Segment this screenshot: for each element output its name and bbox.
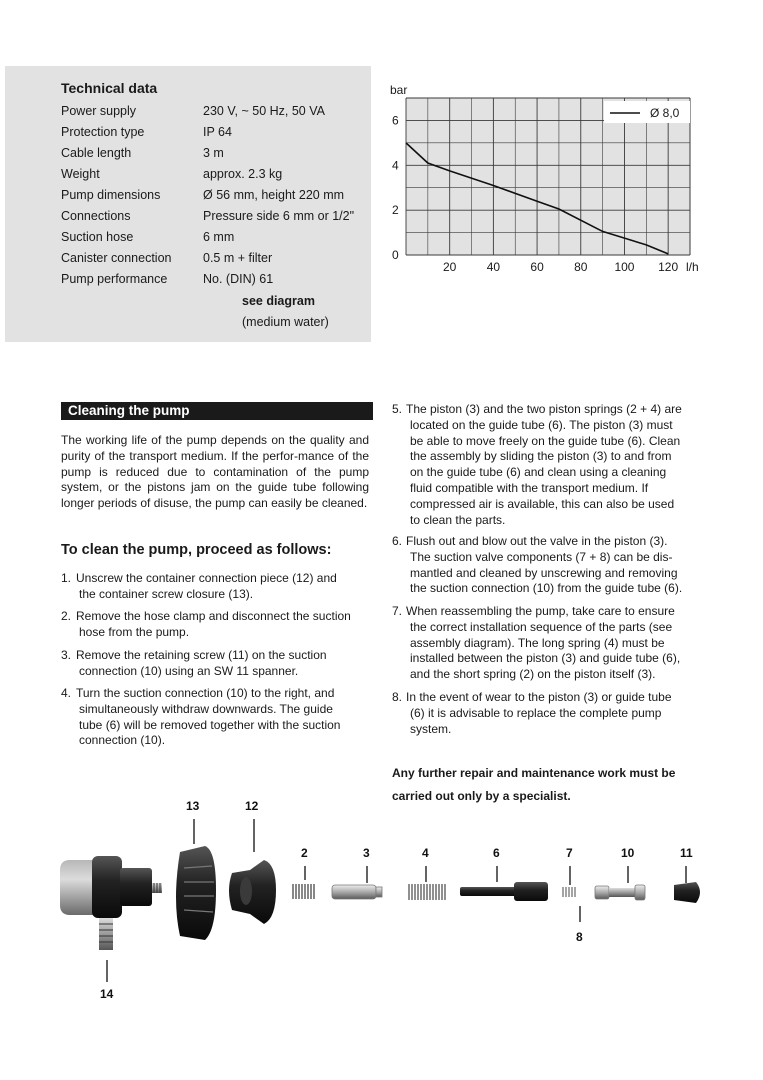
x-tick-label: 20 xyxy=(443,260,457,274)
legend-label: Ø 8,0 xyxy=(650,106,680,120)
step-line: simultaneously withdraw downwards. The guide xyxy=(79,701,333,716)
part-label-2: 2 xyxy=(301,846,308,860)
tech-value: 0.5 m + filter xyxy=(203,251,273,265)
step-line: installed between the piston (3) and guide tube (6), xyxy=(410,651,681,666)
step-line: tube (6) will be removed together with the suction xyxy=(79,717,341,732)
step-line: and the short spring (2) on the piston itself (3). xyxy=(410,667,656,682)
step-number: 1. xyxy=(61,571,72,585)
part-label-14: 14 xyxy=(100,987,114,1001)
retaining-screw-11 xyxy=(674,882,700,903)
suction-connection-10 xyxy=(595,885,645,900)
tech-value: IP 64 xyxy=(203,125,232,139)
step-text xyxy=(406,690,704,737)
step-line: located on the guide tube (6). The piston (3) must xyxy=(410,417,673,432)
tech-label: Suction hose xyxy=(61,230,134,244)
part-label-10: 10 xyxy=(621,846,635,860)
long-spring-4 xyxy=(409,884,445,900)
tech-label: Pump performance xyxy=(61,272,168,286)
technical-data-panel xyxy=(5,66,371,342)
part-label-11: 11 xyxy=(680,846,693,860)
step-number: 7. xyxy=(392,604,403,618)
step-line: the assembly by sliding the piston (3) to and from xyxy=(410,449,672,464)
tech-value: Pressure side 6 mm or 1/2" xyxy=(203,209,355,223)
step-line: be able to move freely on the guide tube (6). Clean xyxy=(410,433,681,448)
part-label-12: 12 xyxy=(245,799,259,813)
step-line: mantled and cleaned by unscrewing and removing xyxy=(410,565,678,580)
x-tick-label: 100 xyxy=(614,260,635,274)
tech-value: 3 m xyxy=(203,146,224,160)
tech-label: Pump dimensions xyxy=(61,188,161,202)
medium-water-note: (medium water) xyxy=(242,315,329,329)
step-line: The suction valve components (7 + 8) can be dis- xyxy=(410,549,673,564)
part-label-6: 6 xyxy=(493,846,500,860)
step-line: Unscrew the container connection piece (12) and xyxy=(76,571,337,585)
step-text xyxy=(76,571,373,603)
step-line: on the guide tube (6) and clean using a cleaning xyxy=(410,465,667,480)
step-text xyxy=(406,402,704,528)
step-line: In the event of wear to the piston (3) or guide tube xyxy=(406,690,672,704)
step-line: assembly diagram). The long spring (4) must be xyxy=(410,635,665,650)
part-label-8: 8 xyxy=(576,930,583,944)
screw-closure-13 xyxy=(176,846,216,940)
step-text xyxy=(76,686,373,749)
guide-tube-6 xyxy=(460,882,548,901)
part-label-13: 13 xyxy=(186,799,200,813)
x-tick-label: 40 xyxy=(486,260,501,274)
tech-label: Weight xyxy=(61,167,100,181)
step-line: fluid compatible with the transport medium. If xyxy=(410,480,649,495)
part-label-3: 3 xyxy=(363,846,370,860)
step-text xyxy=(76,648,373,680)
y-axis-label: bar xyxy=(390,83,408,97)
tech-value: Ø 56 mm, height 220 mm xyxy=(203,188,345,202)
step-line: connection (10) using an SW 11 spanner. xyxy=(79,663,299,678)
tech-value: No. (DIN) 61 xyxy=(203,272,274,286)
see-diagram-note: see diagram xyxy=(242,294,315,308)
step-line: Remove the hose clamp and disconnect the suction xyxy=(76,609,351,623)
tech-value: 230 V, ~ 50 Hz, 50 VA xyxy=(203,104,325,118)
step-line: system. xyxy=(410,721,452,736)
x-axis-label: l/h xyxy=(686,260,699,274)
step-number: 3. xyxy=(61,648,72,662)
step-line: to clean the parts. xyxy=(410,512,506,527)
step-line: the container screw closure (13). xyxy=(79,586,254,601)
step-text xyxy=(406,604,704,683)
step-line: (6) it is advisable to replace the complete pump xyxy=(410,705,662,720)
step-line: connection (10). xyxy=(79,733,166,748)
step-line: Turn the suction connection (10) to the right, and xyxy=(76,686,335,700)
step-line: When reassembling the pump, take care to ensure xyxy=(406,604,675,618)
tech-label: Power supply xyxy=(61,104,137,118)
pump-performance-chart xyxy=(388,80,718,285)
procedure-heading: To clean the pump, proceed as follows: xyxy=(61,542,332,558)
technical-data-title: Technical data xyxy=(61,80,158,96)
step-line: the correct installation sequence of the parts (see xyxy=(410,619,673,634)
tech-value: 6 mm xyxy=(203,230,235,244)
step-line: compressed air is available, this can also be used xyxy=(410,496,675,511)
tech-value: approx. 2.3 kg xyxy=(203,167,283,181)
step-number: 2. xyxy=(61,609,72,623)
part-label-7: 7 xyxy=(566,846,573,860)
pump-body xyxy=(60,856,162,950)
step-number: 4. xyxy=(61,686,72,700)
step-number: 8. xyxy=(392,690,403,704)
step-line: Flush out and blow out the valve in the piston (3). xyxy=(406,534,668,548)
x-tick-label: 120 xyxy=(658,260,679,274)
tech-label: Protection type xyxy=(61,125,145,139)
tech-label: Canister connection xyxy=(61,251,172,265)
piston-3 xyxy=(332,885,382,899)
y-tick-label: 4 xyxy=(392,158,399,173)
step-number: 5. xyxy=(392,402,403,416)
intro-paragraph: The working life of the pump depends on the quality and purity of the transport medium. If the perfor-mance of the pump is reduced due to contamination of the pump system, or the pistons jam on the guide tube following longer periods of disuse, the pump can easily be cleaned. xyxy=(61,433,369,511)
section-heading: Cleaning the pump xyxy=(61,402,373,420)
short-spring-2 xyxy=(293,884,314,899)
tech-label: Cable length xyxy=(61,146,132,160)
step-text xyxy=(76,609,373,641)
step-number: 6. xyxy=(392,534,403,548)
step-line: hose from the pump. xyxy=(79,624,190,639)
part-label-4: 4 xyxy=(422,846,429,860)
step-line: Remove the retaining screw (11) on the suction xyxy=(76,648,327,662)
specialist-warning-line-2: carried out only by a specialist. xyxy=(392,789,571,803)
step-line: the suction connection (10) from the guide tube (6). xyxy=(410,581,683,596)
valve-7 xyxy=(563,887,575,897)
x-tick-label: 60 xyxy=(530,260,544,274)
tech-label: Connections xyxy=(61,209,131,223)
step-text xyxy=(406,534,704,597)
specialist-warning-line-1: Any further repair and maintenance work must be xyxy=(392,766,676,780)
exploded-assembly-diagram xyxy=(0,790,763,1020)
y-tick-label: 6 xyxy=(392,113,399,128)
x-tick-label: 80 xyxy=(574,260,588,274)
connection-piece-12 xyxy=(229,860,276,924)
step-line: The piston (3) and the two piston springs (2 + 4) are xyxy=(406,402,682,416)
y-tick-label: 0 xyxy=(392,248,399,262)
y-tick-label: 2 xyxy=(392,203,399,218)
